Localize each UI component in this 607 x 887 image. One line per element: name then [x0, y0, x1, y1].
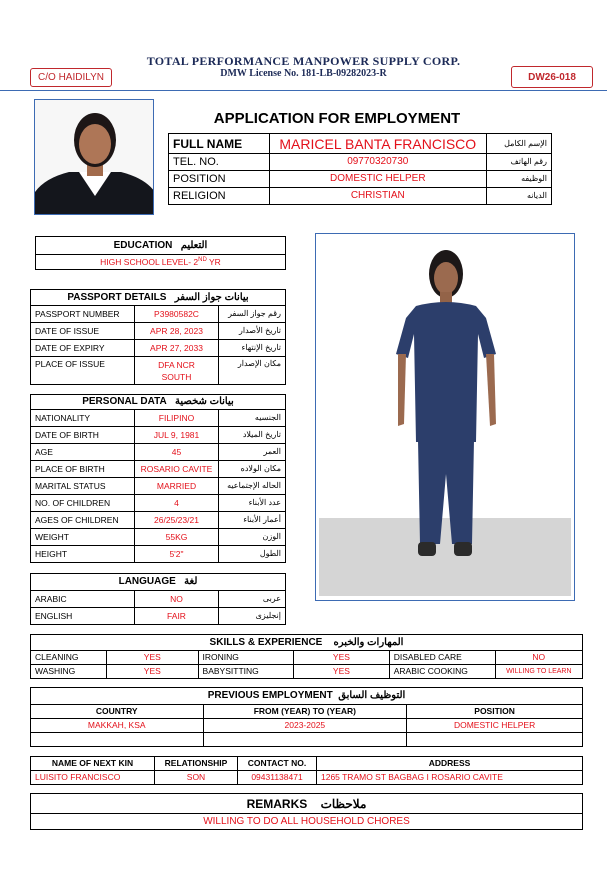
skill-label: IRONING [198, 651, 294, 665]
personal-arabic-label: الحاله الإجتماعيه [219, 478, 286, 495]
agent-tag: C/O HAIDILYN [30, 68, 112, 87]
remarks-value: WILLING TO DO ALL HOUSEHOLD CHORES [31, 814, 583, 830]
skill-value: YES [107, 665, 198, 679]
previous-column-headers [31, 705, 583, 719]
education-value [36, 255, 286, 270]
previous-row-empty [31, 733, 583, 747]
skill-label: CLEANING [31, 651, 107, 665]
education-sup: ND [198, 257, 207, 264]
kin-contact: 09431138471 [238, 771, 317, 785]
kin-row [31, 771, 583, 785]
passport-arabic-label: مكان الإصدار [219, 357, 286, 385]
personal-arabic-label: مكان الولاده [219, 461, 286, 478]
identity-table [168, 133, 552, 205]
skills-title: SKILLS & EXPERIENCE [209, 636, 323, 648]
language-row [31, 608, 286, 625]
skill-value: YES [107, 651, 198, 665]
position-arabic: الوظيفه [486, 171, 551, 188]
next-of-kin-table [30, 756, 583, 785]
skill-value: YES [294, 651, 390, 665]
personal-header [31, 395, 286, 410]
position-label: POSITION [169, 171, 270, 188]
previous-title: PREVIOUS EMPLOYMENT [207, 690, 333, 701]
place-of-issue-line2: SOUTH [161, 371, 192, 382]
language-table [30, 573, 286, 625]
personal-row [31, 410, 286, 427]
language-arabic-label: إنجليزى [219, 608, 286, 625]
passport-label: DATE OF ISSUE [31, 323, 135, 340]
personal-row [31, 495, 286, 512]
remarks-title: REMARKS [246, 796, 308, 811]
identity-row-position [169, 171, 552, 188]
previous-row [31, 719, 583, 733]
personal-value: MARRIED [135, 478, 219, 495]
personal-label: NO. OF CHILDREN [31, 495, 135, 512]
personal-value: 5'2" [135, 546, 219, 563]
skill-label: DISABLED CARE [389, 651, 495, 665]
personal-arabic-label: أعمار الأبناء [219, 512, 286, 529]
personal-arabic-label: عدد الأبناء [219, 495, 286, 512]
identity-row-tel [169, 154, 552, 171]
passport-value: APR 27, 2033 [135, 340, 219, 357]
language-row [31, 591, 286, 608]
personal-title: PERSONAL DATA [82, 396, 167, 407]
personal-value: 26/25/23/21 [135, 512, 219, 529]
passport-row [31, 357, 286, 385]
skill-label: BABYSITTING [198, 665, 294, 679]
portrait-image [35, 100, 154, 215]
previous-arabic: التوظيف السابق [338, 690, 406, 701]
education-title: EDUCATION [113, 239, 173, 251]
personal-value: JUL 9, 1981 [135, 427, 219, 444]
personal-arabic-label: الوزن [219, 529, 286, 546]
passport-arabic-label: رقم جواز السفر [219, 306, 286, 323]
applicant-portrait-photo [34, 99, 154, 215]
personal-value: ROSARIO CAVITE [135, 461, 219, 478]
previous-country [31, 733, 204, 747]
kin-name: LUISITO FRANCISCO [31, 771, 155, 785]
personal-row [31, 444, 286, 461]
personal-row [31, 529, 286, 546]
personal-label: MARITAL STATUS [31, 478, 135, 495]
personal-label: NATIONALITY [31, 410, 135, 427]
skill-value: YES [294, 665, 390, 679]
place-of-issue-line1: DFA NCR [158, 359, 195, 370]
personal-arabic-label: الجنسيه [219, 410, 286, 427]
education-table [35, 236, 286, 270]
skill-value: WILLING TO LEARN [495, 665, 582, 679]
previous-years: 2023-2025 [203, 719, 407, 733]
column-header-kin-name: NAME OF NEXT KIN [31, 757, 155, 771]
remarks-header [31, 794, 583, 814]
passport-arabic: بيانات جواز السفر [174, 291, 249, 303]
skill-label: ARABIC COOKING [389, 665, 495, 679]
passport-value: APR 28, 2023 [135, 323, 219, 340]
previous-country: MAKKAH, KSA [31, 719, 204, 733]
education-level: HIGH SCHOOL LEVEL- 2 [100, 257, 199, 268]
skills-row [31, 665, 583, 679]
passport-table [30, 289, 286, 385]
application-title: APPLICATION FOR EMPLOYMENT [213, 110, 461, 127]
full-name-label: FULL NAME [169, 134, 270, 154]
passport-value [135, 357, 219, 385]
position-value: DOMESTIC HELPER [269, 171, 486, 188]
personal-label: PLACE OF BIRTH [31, 461, 135, 478]
personal-row [31, 478, 286, 495]
skills-header [31, 635, 583, 651]
religion-arabic: الديانه [486, 188, 551, 205]
company-name: TOTAL PERFORMANCE MANPOWER SUPPLY CORP. [146, 54, 461, 68]
column-header-country: COUNTRY [31, 705, 204, 719]
header-rule [0, 90, 607, 91]
passport-arabic-label: تاريخ الأصدار [219, 323, 286, 340]
personal-arabic-label: تاريخ الميلاد [219, 427, 286, 444]
personal-arabic-label: العمر [219, 444, 286, 461]
personal-data-table [30, 394, 286, 563]
identity-row-religion [169, 188, 552, 205]
personal-arabic-label: الطول [219, 546, 286, 563]
personal-value: 45 [135, 444, 219, 461]
previous-header [31, 688, 583, 705]
previous-position: DOMESTIC HELPER [407, 719, 583, 733]
column-header-address: ADDRESS [317, 757, 583, 771]
passport-row [31, 323, 286, 340]
passport-label: PASSPORT NUMBER [31, 306, 135, 323]
license-number: DMW License No. 181-LB-09282023-R [220, 68, 387, 79]
religion-value: CHRISTIAN [269, 188, 486, 205]
language-label: ENGLISH [31, 608, 135, 625]
previous-employment-table [30, 687, 583, 747]
education-suffix: YR [206, 257, 221, 268]
previous-years [203, 733, 407, 747]
skills-table [30, 634, 583, 679]
personal-value: FILIPINO [135, 410, 219, 427]
column-header-position: POSITION [407, 705, 583, 719]
personal-row [31, 461, 286, 478]
tel-arabic: رقم الهاتف [486, 154, 551, 171]
remarks-arabic: ملاحظات [320, 796, 367, 811]
personal-value: 55KG [135, 529, 219, 546]
language-label: ARABIC [31, 591, 135, 608]
passport-row [31, 306, 286, 323]
applicant-full-body-photo [315, 233, 575, 601]
kin-address: 1265 TRAMO ST BAGBAG I ROSARIO CAVITE [317, 771, 583, 785]
column-header-relationship: RELATIONSHIP [155, 757, 238, 771]
passport-header [31, 290, 286, 306]
application-code-tag: DW26-018 [511, 66, 593, 88]
education-header [36, 237, 286, 255]
full-body-image [316, 234, 575, 601]
language-value: FAIR [135, 608, 219, 625]
language-value: NO [135, 591, 219, 608]
full-name-arabic: الإسم الكامل [486, 134, 551, 154]
personal-label: AGES OF CHILDREN [31, 512, 135, 529]
tel-value: 09770320730 [269, 154, 486, 171]
personal-label: WEIGHT [31, 529, 135, 546]
language-arabic-label: عربى [219, 591, 286, 608]
language-header [31, 574, 286, 591]
identity-row-full-name [169, 134, 552, 154]
personal-arabic: بيانات شخصية [175, 396, 234, 407]
passport-label: DATE OF EXPIRY [31, 340, 135, 357]
full-name-value: MARICEL BANTA FRANCISCO [269, 134, 486, 154]
column-header-contact: CONTACT NO. [238, 757, 317, 771]
kin-relationship: SON [155, 771, 238, 785]
passport-arabic-label: تاريخ الإنتهاء [219, 340, 286, 357]
skills-arabic: المهارات والخبره [333, 636, 404, 648]
column-header-years: FROM (YEAR) TO (YEAR) [203, 705, 407, 719]
passport-value: P3980582C [135, 306, 219, 323]
passport-label: PLACE OF ISSUE [31, 357, 135, 385]
skill-label: WASHING [31, 665, 107, 679]
passport-title: PASSPORT DETAILS [67, 291, 167, 303]
personal-label: AGE [31, 444, 135, 461]
education-arabic: التعليم [180, 239, 208, 251]
personal-row [31, 512, 286, 529]
language-arabic: لغة [184, 576, 198, 587]
personal-row [31, 427, 286, 444]
language-title: LANGUAGE [118, 576, 176, 587]
personal-value: 4 [135, 495, 219, 512]
tel-label: TEL. NO. [169, 154, 270, 171]
personal-row [31, 546, 286, 563]
personal-label: DATE OF BIRTH [31, 427, 135, 444]
religion-label: RELIGION [169, 188, 270, 205]
skill-value: NO [495, 651, 582, 665]
kin-column-headers [31, 757, 583, 771]
previous-position [407, 733, 583, 747]
skills-row [31, 651, 583, 665]
passport-row [31, 340, 286, 357]
remarks-table [30, 793, 583, 830]
personal-label: HEIGHT [31, 546, 135, 563]
